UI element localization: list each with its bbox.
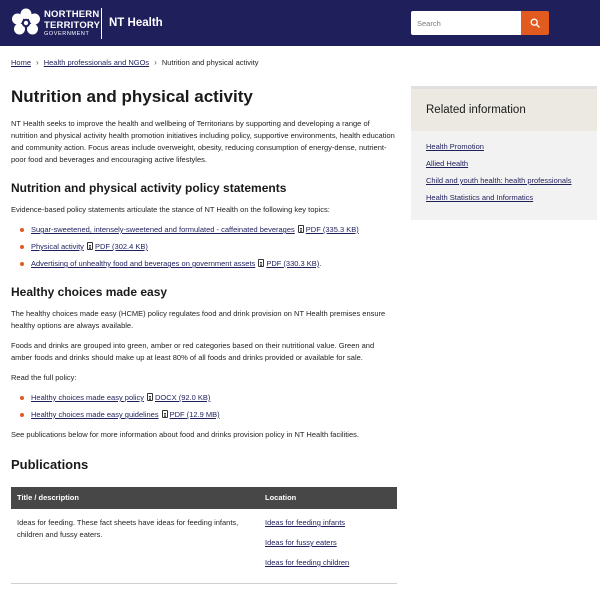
- hcme-guidelines-link[interactable]: [31, 410, 220, 419]
- brand-link[interactable]: NT Health: [109, 17, 163, 29]
- healthy-paragraph-2: Foods and drinks are grouped into green, amber or red categories based on their nutritional value. Green and amber foods and drinks should make up at least 80% of all foods and drinks provided or available for sale.: [11, 341, 375, 362]
- file-meta: PDF (302.4 KB): [94, 242, 148, 251]
- related-link-allied-health[interactable]: Allied Health: [426, 159, 469, 168]
- policy-link-physical-activity[interactable]: [31, 242, 148, 251]
- table-row: [11, 509, 397, 584]
- healthy-choices-list: [19, 392, 397, 421]
- breadcrumb-home[interactable]: Home: [11, 58, 32, 68]
- nt-government-logo-icon[interactable]: [11, 8, 41, 38]
- breadcrumb-current: Nutrition and physical activity: [161, 58, 259, 68]
- chevron-right-icon: ›: [154, 58, 157, 67]
- related-link-health-statistics[interactable]: Health Statistics and Informatics: [426, 193, 534, 202]
- related-information-heading: Related information: [411, 89, 597, 131]
- publications-table: [11, 487, 397, 584]
- list-item: [426, 141, 582, 153]
- link-feeding-children[interactable]: Ideas for feeding children: [265, 558, 350, 567]
- policy-text: Evidence-based policy statements articulate the stance of NT Health on the following key topics:: [11, 205, 330, 214]
- file-meta: DOCX (92.0 KB): [154, 393, 211, 402]
- column-header-title: Title / description: [11, 487, 259, 509]
- document-icon: [87, 242, 93, 250]
- document-icon: [147, 393, 153, 401]
- breadcrumb-health-professionals[interactable]: Health professionals and NGOs: [43, 58, 150, 68]
- table-cell-location: [259, 509, 397, 584]
- column-header-location: Location: [259, 487, 397, 509]
- link-label: Physical activity: [31, 242, 84, 251]
- list-item: [426, 175, 582, 187]
- policy-link-advertising[interactable]: [31, 259, 322, 268]
- healthy-choices-heading: Healthy choices made easy: [11, 285, 168, 299]
- intro-paragraph: NT Health seeks to improve the health and wellbeing of Territorians by supporting and developing a range of nutrition and physical activity health promotion initiatives including policy, supportive environments, health education and community action. Focus areas include overweight, obesity, reducing consumption of energy-dense, nutrient-poor food and beverages and encouraging active lifestyles.: [11, 119, 395, 164]
- healthy-paragraph-1: The healthy choices made easy (HCME) policy regulates food and drink provision on NT Health premises ensure healthy options are always available.: [11, 309, 386, 330]
- link-label: Advertising of unhealthy food and beverages on government assets: [31, 259, 256, 268]
- related-information-panel: [411, 86, 597, 220]
- related-link-health-promotion[interactable]: Health Promotion: [426, 142, 484, 151]
- link-label: Healthy choices made easy policy: [31, 393, 144, 402]
- hcme-policy-link[interactable]: [31, 393, 210, 402]
- file-meta: PDF (330.3 KB): [266, 259, 320, 268]
- document-icon: [298, 225, 304, 233]
- document-icon: [162, 410, 168, 418]
- policy-list: [19, 224, 397, 270]
- related-links-list: [411, 131, 597, 204]
- list-suffix: .: [319, 259, 322, 268]
- publications-heading: Publications: [11, 457, 89, 472]
- table-cell-description: Ideas for feeding. These fact sheets have ideas for feeding infants, children and fussy eaters.: [17, 518, 239, 539]
- chevron-right-icon: ›: [36, 58, 39, 67]
- list-item: [426, 192, 582, 204]
- related-link-child-youth-health[interactable]: Child and youth health: health professionals: [426, 176, 572, 185]
- list-item: [19, 241, 397, 253]
- link-fussy-eaters[interactable]: Ideas for fussy eaters: [265, 538, 337, 547]
- search-input[interactable]: [411, 11, 521, 35]
- healthy-paragraph-3: Read the full policy:: [11, 373, 77, 382]
- list-item: [19, 392, 397, 404]
- link-label: Healthy choices made easy guidelines: [31, 410, 159, 419]
- healthy-paragraph-4: See publications below for more information about food and drinks provision policy in NT Health facilities.: [11, 430, 359, 439]
- logo-text: [44, 10, 100, 38]
- list-item: [19, 224, 397, 236]
- policy-link-beverages[interactable]: [31, 225, 359, 234]
- logo-line-3: GOVERNMENT: [44, 31, 90, 37]
- file-meta: PDF (12.9 MB): [169, 410, 220, 419]
- list-item: [19, 258, 397, 270]
- link-feeding-infants[interactable]: Ideas for feeding infants: [265, 518, 346, 527]
- document-icon: [258, 259, 264, 267]
- main-content: [11, 86, 397, 584]
- file-meta: PDF (335.3 KB): [305, 225, 359, 234]
- list-item: [19, 409, 397, 421]
- logo-divider: [101, 8, 102, 39]
- list-item: [426, 158, 582, 170]
- search-icon: [530, 18, 540, 28]
- site-header: [0, 0, 600, 46]
- page-title: Nutrition and physical activity: [11, 87, 253, 106]
- link-label: Sugar-sweetened, intensely-sweetened and formulated - caffeinated beverages: [31, 225, 295, 234]
- table-header-row: [11, 487, 397, 509]
- policy-heading: Nutrition and physical activity policy statements: [11, 181, 287, 195]
- logo-line-1: NORTHERN: [44, 9, 100, 20]
- search-button[interactable]: [521, 11, 549, 35]
- logo-line-2: TERRITORY: [44, 19, 101, 31]
- breadcrumb: [11, 57, 259, 70]
